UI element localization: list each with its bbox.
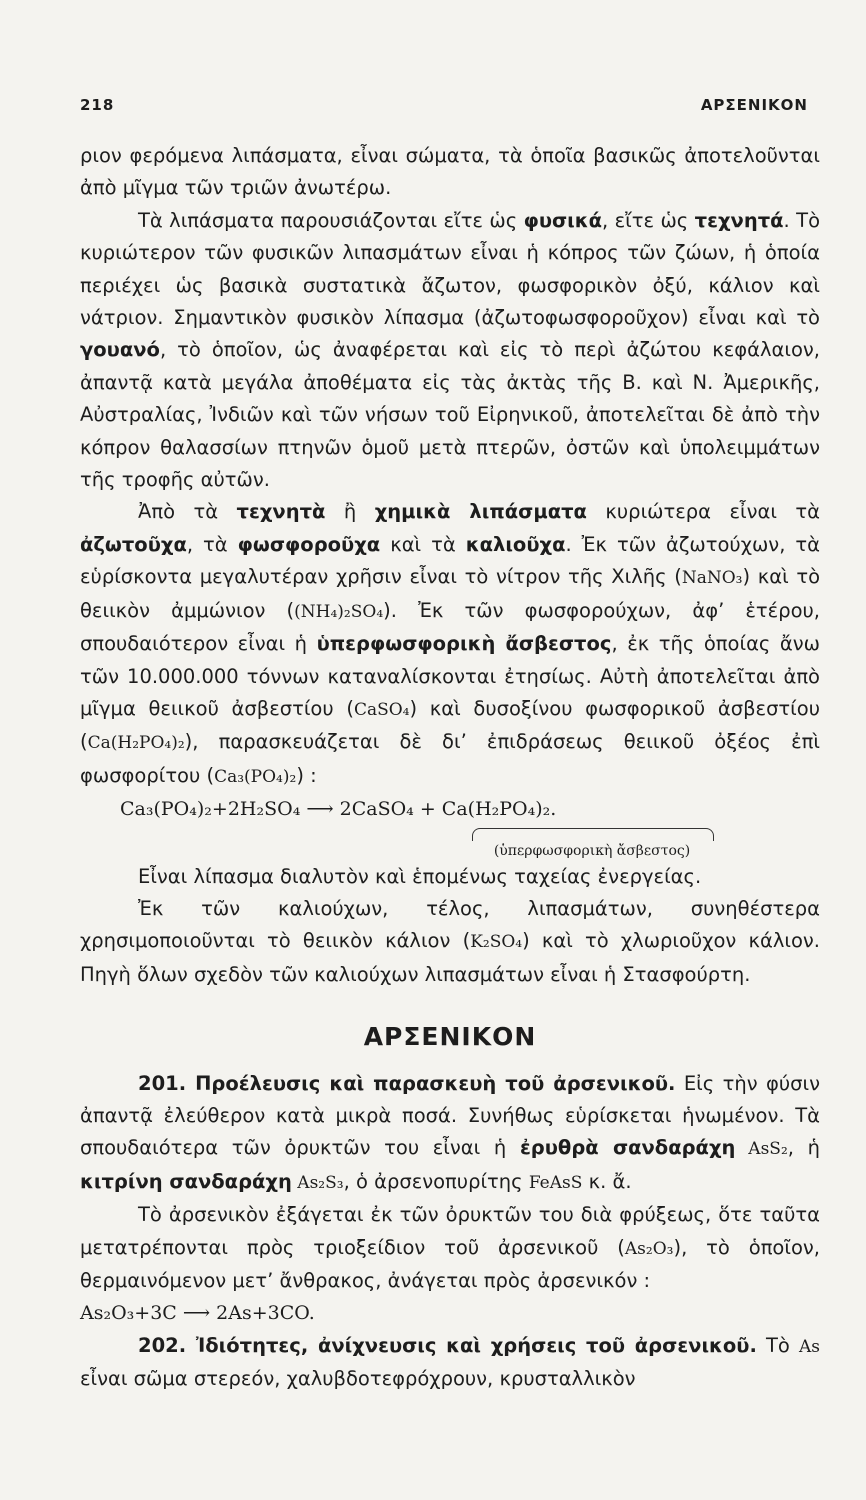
equation-arsenic-reduction: As₂O₃+3C ⟶ 2As+3CO.: [80, 1302, 315, 1325]
text: ), παρασκευάζεται δὲ δι’ ἐπιδράσεως θειικοῦ ὀξέος ἐπὶ φωσφορίτου (: [80, 730, 820, 787]
section-title: ΑΡΣΕΝΙΚΟΝ: [363, 1022, 537, 1052]
chemical-formula: K₂SO₄: [470, 932, 523, 953]
text: , τὰ: [186, 532, 238, 556]
chemical-formula: Ca(H₂PO₄)₂: [87, 733, 185, 754]
text: , εἴτε ὡς: [602, 208, 695, 232]
chemical-formula: FeAsS: [528, 1172, 583, 1193]
bold-term: ἐρυθρὰ σανδαράχη: [519, 1136, 736, 1160]
chemical-formula: As: [798, 1336, 820, 1357]
page-body: [80, 140, 820, 1396]
text: Τὸ ἀρσενικὸν ἐξάγεται ἐκ τῶν ὀρυκτῶν του διὰ φρύξεως, ὅτε ταῦτα μετατρέπονται πρὸς τριοξείδιον τοῦ ἀρσενικοῦ (: [80, 1203, 820, 1259]
text: . Τὸ κυριώτερον τῶν φυσικῶν λιπασμάτων εἶναι ἡ κόπρος τῶν ζώων, ἡ ὁποία περιέχει ὡς βασικὰ συστατικὰ ἄζωτον, φωσφορικὸν ὀξύ, κάλιον καὶ νάτριον. Σημαντικὸν φυσικὸν λίπασμα (ἀζωτοφωσφοροῦχον) εἶναι καὶ τὸ: [80, 208, 820, 330]
text: κυριώτερα εἶναι τὰ: [586, 500, 820, 524]
paragraph-2: [80, 205, 820, 497]
section-heading: 201. Προέλευσις καὶ παρασκευὴ τοῦ ἀρσενικοῦ.: [138, 1071, 676, 1095]
text: , ἐκ τῆς ὁποίας ἄνω τῶν 10.000.000 τόννων καταναλίσκονται ἐτησίως. Αὐτὴ ἀποτελεῖται ἀπὸ μῖγμα θειικοῦ ἀσβεστίου (: [80, 632, 820, 720]
chemical-formula: CaSO₄: [353, 699, 410, 720]
section-201: [80, 1068, 820, 1200]
text: . Ἐκ τῶν ἀζωτούχων, τὰ εὑρίσκοντα μεγαλυτέραν χρῆσιν εἶναι τὸ νίτρον τῆς Χιλῆς (: [80, 532, 820, 589]
text: Τὰ λιπάσματα παρουσιάζονται εἴτε ὡς: [138, 208, 524, 232]
paragraph-5: [80, 893, 820, 991]
chemical-formula: Ca₃(PO₄)₂: [214, 766, 297, 787]
text: Τὸ: [756, 1333, 799, 1357]
chemical-formula: NaNO₃: [681, 568, 743, 589]
text: ) καὶ τὸ χλωριοῦχον κάλιον. Πηγὴ ὅλων σχεδὸν τῶν καλιούχων λιπασμάτων εἶναι ἡ Στασφούρτη.: [80, 929, 820, 986]
equation-superphosphate: Ca₃(PO₄)₂+2H₂SO₄ ⟶ 2CaSO₄ + Ca(H₂PO₄)₂.: [120, 798, 557, 821]
chemical-formula: (NH₄)₂SO₄: [294, 601, 384, 622]
paragraph-1: ριον φερόμενα λιπάσματα, εἶναι σώματα, τὰ ὁποῖα βασικῶς ἀποτελοῦνται ἀπὸ μῖγμα τῶν τριῶν ἀνωτέρω.: [80, 144, 820, 200]
section-heading: 202. Ἰδιότητες, ἀνίχνευσις καὶ χρήσεις τοῦ ἀρσενικοῦ.: [138, 1333, 757, 1357]
text: ) :: [296, 763, 317, 787]
text: καὶ τὰ: [380, 532, 466, 556]
text: εἶναι σῶμα στερεόν, χαλυβδοτεφρόχρουν, κρυσταλλικὸν: [80, 1367, 636, 1391]
chemical-formula: AsS₂: [735, 1139, 788, 1160]
text: ἢ: [325, 500, 375, 524]
text: ) καὶ τὸ θειικὸν ἀμμώνιον (: [80, 565, 820, 622]
text: Εἰς τὴν φύσιν ἀπαντᾷ ἐλεύθερον κατὰ μικρὰ ποσά. Συνήθως εὑρίσκεται ἡνωμένον. Τὰ σπουδαιότερα τῶν ὀρυκτῶν του εἶναι ἡ: [80, 1071, 820, 1160]
page-number: 218: [80, 96, 115, 114]
bold-term: ὑπερφωσφορικὴ ἄσβεστος: [316, 632, 612, 656]
chemical-formula: As₂O₃: [624, 1238, 674, 1259]
section-202: [80, 1330, 820, 1396]
section-201-paragraph-2: [80, 1199, 820, 1297]
running-title: ΑΡΣΕΝΙΚΟΝ: [700, 96, 808, 114]
bold-term: ἀζωτοῦχα: [80, 532, 187, 556]
bold-term: τεχνητὰ: [236, 500, 326, 524]
text: Ἀπὸ τὰ: [138, 500, 237, 524]
paragraph-4: Εἶναι λίπασμα διαλυτὸν καὶ ἑπομένως ταχείας ἐνεργείας.: [138, 864, 702, 888]
text: ), τὸ ὁποῖον, θερμαινόμενον μετ’ ἄνθρακος, ἀνάγεται πρὸς ἀρσενικόν :: [80, 1235, 820, 1292]
bold-term: φωσφοροῦχα: [237, 532, 381, 556]
text: Ἐκ τῶν καλιούχων, τέλος, λιπασμάτων, συνηθέστερα χρησιμοποιοῦνται τὸ θειικὸν κάλιον (: [80, 896, 820, 953]
bold-term: γουανό: [80, 338, 160, 362]
text: ) καὶ δυσοξίνου φωσφορικοῦ ἀσβεστίου (: [80, 696, 820, 754]
bold-term: καλιοῦχα: [465, 532, 566, 556]
text: , ἡ: [787, 1136, 820, 1160]
text: ). Ἐκ τῶν φωσφορούχων, ἀφ’ ἑτέρου, σπουδαιότερον εἶναι ἡ: [80, 598, 820, 656]
bold-term: φυσικά: [523, 208, 603, 232]
chemical-formula: As₂S₃: [291, 1172, 344, 1193]
equation-label: (ὑπερφωσφορικὴ ἄσβεστος): [493, 842, 691, 859]
bold-term: τεχνητά: [694, 208, 784, 232]
text: κ. ἄ.: [582, 1169, 632, 1193]
paragraph-3: [80, 496, 820, 793]
text: , ὁ ἀρσενοπυρίτης: [343, 1169, 529, 1193]
bold-term: κιτρίνη σανδαράχη: [80, 1169, 292, 1193]
bold-term: χημικὰ λιπάσματα: [374, 500, 587, 524]
underbrace: [472, 828, 714, 841]
text: , τὸ ὁποῖον, ὡς ἀναφέρεται καὶ εἰς τὸ περὶ ἀζώτου κεφάλαιον, ἀπαντᾷ κατὰ μεγάλα ἀποθέματα εἰς τὰς ἀκτὰς τῆς Β. καὶ Ν. Ἀμερικῆς, Αὐστραλίας, Ἰνδιῶν καὶ τῶν νήσων τοῦ Εἰρηνικοῦ, ἀποτελεῖται δὲ ἀπὸ τὴν κόπρον θαλασσίων πτηνῶν ὁμοῦ μετὰ πτερῶν, ὀστῶν καὶ ὑπολειμμάτων τῆς τροφῆς αὐτῶν.: [80, 338, 820, 492]
